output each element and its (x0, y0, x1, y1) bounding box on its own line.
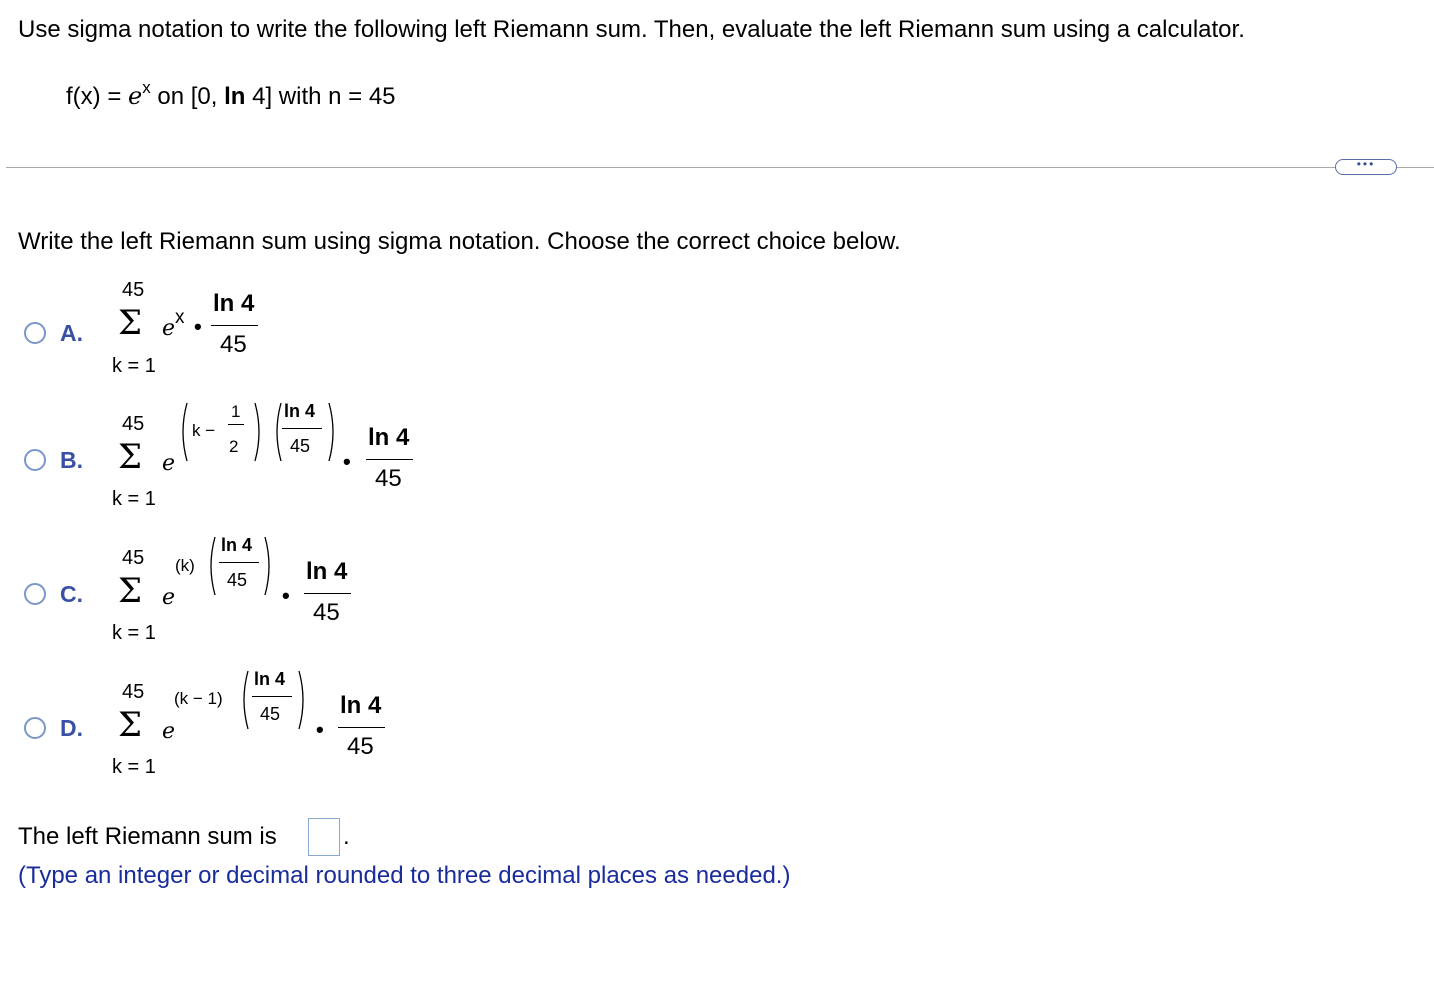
choice-c-exponent-k: (k) (175, 556, 195, 575)
more-options-button[interactable] (1335, 159, 1397, 175)
choice-a-upper-limit: 45 (122, 279, 145, 301)
choice-d-right-paren (298, 670, 308, 730)
choice-a-lower-limit: k = 1 (112, 355, 156, 377)
choice-b-letter[interactable]: B. (60, 447, 83, 473)
choice-d-dot: • (316, 717, 324, 742)
choice-c-letter[interactable]: C. (60, 581, 83, 607)
choice-b-left-paren-1 (178, 402, 188, 462)
choice-b-left-paren-2 (272, 402, 282, 462)
choice-d-frac-den: 45 (347, 733, 374, 760)
answer-label: The left Riemann sum is (18, 823, 277, 850)
choice-c-right-paren (264, 536, 274, 596)
choice-b-half-den: 2 (229, 437, 239, 456)
choice-b-sigma-icon: Σ (118, 437, 143, 477)
given-interval-start: on [0, (150, 83, 225, 110)
choice-c-inner-frac-num: ln 4 (221, 535, 253, 555)
choice-d-frac-num: ln 4 (340, 692, 382, 719)
choice-d-inner-frac-den: 45 (260, 704, 281, 724)
choice-d-e: e (162, 719, 176, 744)
answer-input[interactable] (308, 818, 340, 856)
choice-b-half-bar (228, 424, 244, 425)
choice-d-lower-limit: k = 1 (112, 756, 156, 778)
ellipsis-icon: ••• (1356, 157, 1376, 171)
choice-b-half-num: 1 (231, 402, 241, 421)
choice-a-frac-bar (211, 325, 258, 326)
given-e: e (128, 82, 143, 110)
given-interval-end: 4] with n = 45 (245, 83, 396, 110)
choice-c-sigma-icon: Σ (118, 571, 143, 611)
given-ln: ln (224, 83, 246, 110)
choice-b-right-paren-1 (254, 402, 264, 462)
choice-d-letter[interactable]: D. (60, 715, 83, 741)
choice-b-exponent-k: k − (192, 421, 216, 440)
choice-c-left-paren (206, 536, 216, 596)
choice-d-radio[interactable] (24, 717, 46, 739)
choice-c-frac-den: 45 (313, 599, 340, 626)
choice-d-frac-bar (338, 727, 385, 728)
choice-a-sigma-icon: Σ (118, 303, 143, 343)
choice-d-exponent-k: (k − 1) (174, 689, 223, 708)
choice-c-e: e (162, 585, 176, 610)
choice-b-upper-limit: 45 (122, 413, 145, 435)
choice-a-frac-num: ln 4 (213, 290, 255, 317)
choice-a-letter[interactable]: A. (60, 320, 83, 346)
choice-b-inner-frac-bar (282, 428, 322, 429)
choice-c-frac-bar (304, 593, 351, 594)
answer-hint: (Type an integer or decimal rounded to three decimal places as needed.) (18, 862, 791, 889)
given-exponent: x (142, 78, 151, 97)
choice-a-exponent: x (175, 307, 185, 328)
choice-c-inner-frac-bar (219, 562, 259, 563)
choice-c-frac-num: ln 4 (306, 558, 348, 585)
choice-b-inner-frac-den: 45 (290, 436, 311, 456)
section-divider (6, 167, 1434, 168)
choice-b-dot: • (343, 449, 351, 474)
choice-d-sigma-icon: Σ (118, 705, 143, 745)
given-function (66, 80, 396, 111)
choice-a-dot: • (194, 314, 202, 339)
choice-c-inner-frac-den: 45 (227, 570, 248, 590)
choice-b-e: e (162, 451, 176, 476)
choice-b-inner-frac-num: ln 4 (284, 401, 316, 421)
choice-b-right-paren-2 (328, 402, 338, 462)
choice-b-frac-num: ln 4 (368, 424, 410, 451)
choice-c-lower-limit: k = 1 (112, 622, 156, 644)
choice-a-radio[interactable] (24, 322, 46, 344)
choice-a-e: e (162, 316, 176, 341)
choice-d-left-paren (239, 670, 249, 730)
choice-b-frac-bar (366, 459, 413, 460)
choice-c-dot: • (282, 583, 290, 608)
answer-period: . (343, 823, 350, 850)
choice-c-radio[interactable] (24, 583, 46, 605)
choice-a-frac-den: 45 (220, 331, 247, 358)
given-fx: f(x) = (66, 83, 129, 110)
choice-b-radio[interactable] (24, 449, 46, 471)
choice-c-upper-limit: 45 (122, 547, 145, 569)
choice-b-frac-den: 45 (375, 465, 402, 492)
choice-d-inner-frac-bar (252, 696, 292, 697)
instruction-text: Write the left Riemann sum using sigma notation. Choose the correct choice below. (18, 228, 901, 255)
choice-d-inner-frac-num: ln 4 (254, 669, 286, 689)
choice-b-lower-limit: k = 1 (112, 488, 156, 510)
question-prompt: Use sigma notation to write the following left Riemann sum. Then, evaluate the left Riemann sum using a calculator. (18, 16, 1245, 43)
choice-d-upper-limit: 45 (122, 681, 145, 703)
